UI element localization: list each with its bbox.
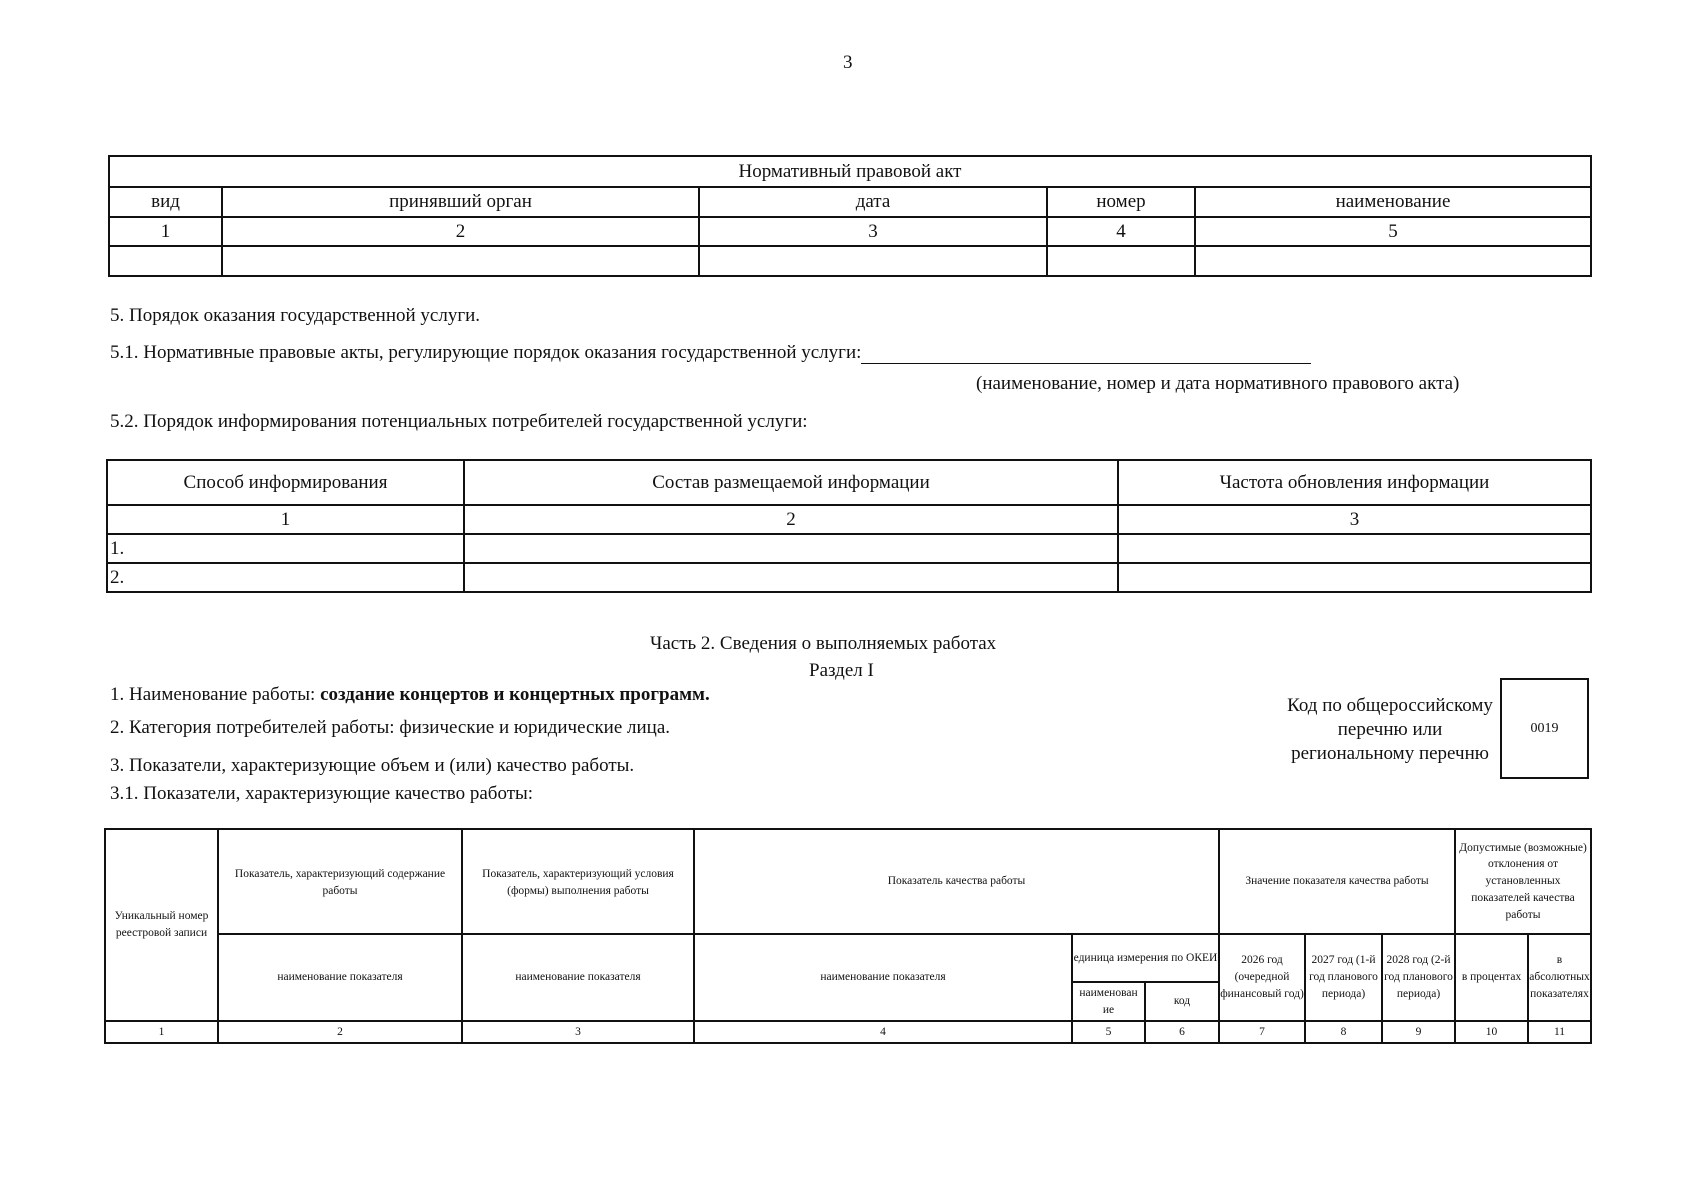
row-label: 1.	[107, 534, 464, 563]
col-num: 10	[1455, 1021, 1528, 1043]
col-num: 6	[1145, 1021, 1219, 1043]
work-name: создание концертов и концертных программ.	[320, 684, 710, 705]
deviation-absolute: в абсолютных показателях	[1528, 934, 1591, 1021]
col-num: 1	[109, 217, 222, 246]
col-num: 7	[1219, 1021, 1305, 1043]
col-conditions-indicator: Показатель, характеризующий условия (формы) выполнения работы	[462, 829, 694, 934]
indicator-name: наименование показателя	[218, 934, 462, 1021]
col-num: 1	[105, 1021, 218, 1043]
part2-item1	[110, 684, 710, 706]
empty-cell	[222, 246, 699, 276]
empty-cell	[1047, 246, 1195, 276]
section5-1-line	[110, 342, 1311, 364]
fill-line	[861, 345, 1311, 364]
header-number: номер	[1047, 187, 1195, 217]
indicator-name: наименование показателя	[694, 934, 1072, 1021]
information-table	[106, 459, 1592, 593]
col-num: 3	[699, 217, 1047, 246]
code-value: 0019	[1530, 720, 1559, 736]
col-num: 3	[1118, 505, 1591, 534]
section5-2-line: 5.2. Порядок информирования потенциальных потребителей государственной услуги:	[110, 411, 808, 432]
section5-1-text: 5.1. Нормативные правовые акты, регулирующие порядок оказания государственной услуги:	[110, 342, 862, 363]
year-2026: 2026 год (очередной финансовый год)	[1219, 934, 1305, 1021]
part2-section: Раздел I	[809, 660, 874, 681]
code-label-line: Код по общероссийскому	[1287, 695, 1493, 716]
code-label-line: перечню или	[1337, 719, 1443, 740]
empty-cell	[464, 534, 1118, 563]
section5-1-caption: (наименование, номер и дата нормативного правового акта)	[976, 373, 1460, 394]
deviation-percent: в процентах	[1455, 934, 1528, 1021]
unit-name: наименован ие	[1072, 982, 1145, 1021]
col-num: 2	[218, 1021, 462, 1043]
col-num: 3	[462, 1021, 694, 1043]
part2-item2: 2. Категория потребителей работы: физические и юридические лица.	[110, 717, 671, 738]
col-num: 9	[1382, 1021, 1455, 1043]
indicator-name: наименование показателя	[462, 934, 694, 1021]
header-method: Способ информирования	[107, 460, 464, 505]
empty-cell	[1195, 246, 1591, 276]
col-quality-indicator: Показатель качества работы	[694, 829, 1219, 934]
empty-cell	[109, 246, 222, 276]
header-vid: вид	[109, 187, 222, 217]
col-registry-number: Уникальный номер реестровой записи	[105, 829, 218, 1021]
col-num: 2	[222, 217, 699, 246]
code-label	[1282, 694, 1498, 766]
col-quality-value: Значение показателя качества работы	[1219, 829, 1455, 934]
legal-table-title: Нормативный правовой акт	[109, 156, 1591, 187]
col-num: 5	[1195, 217, 1591, 246]
part2-title: Часть 2. Сведения о выполняемых работах	[650, 633, 997, 654]
part2-item3-1: 3.1. Показатели, характеризующие качество работы:	[110, 783, 534, 804]
header-frequency: Частота обновления информации	[1118, 460, 1591, 505]
unit-okei: единица измерения по ОКЕИ	[1072, 934, 1219, 982]
header-name: наименование	[1195, 187, 1591, 217]
empty-cell	[699, 246, 1047, 276]
col-num: 5	[1072, 1021, 1145, 1043]
unit-code: код	[1145, 982, 1219, 1021]
col-num: 8	[1305, 1021, 1382, 1043]
year-2028: 2028 год (2-й год планового периода)	[1382, 934, 1455, 1021]
empty-cell	[464, 563, 1118, 592]
item1-prefix: 1. Наименование работы:	[110, 684, 321, 705]
legal-act-table	[108, 155, 1592, 277]
code-box	[1500, 678, 1589, 779]
code-label-line: региональному перечню	[1291, 743, 1489, 764]
row-label: 2.	[107, 563, 464, 592]
col-num: 11	[1528, 1021, 1591, 1043]
quality-indicators-table	[104, 828, 1592, 1044]
part2-item3: 3. Показатели, характеризующие объем и (или) качество работы.	[110, 755, 635, 776]
header-content: Состав размещаемой информации	[464, 460, 1118, 505]
col-num: 1	[107, 505, 464, 534]
empty-cell	[1118, 534, 1591, 563]
section5-heading: 5. Порядок оказания государственной услуги.	[110, 305, 481, 326]
col-deviations: Допустимые (возможные) отклонения от установленных показателей качества работы	[1455, 829, 1591, 934]
header-date: дата	[699, 187, 1047, 217]
col-content-indicator: Показатель, характеризующий содержание работы	[218, 829, 462, 934]
header-organ: принявший орган	[222, 187, 699, 217]
year-2027: 2027 год (1-й год планового периода)	[1305, 934, 1382, 1021]
col-num: 4	[694, 1021, 1072, 1043]
col-num: 2	[464, 505, 1118, 534]
page-number: 3	[843, 52, 853, 73]
empty-cell	[1118, 563, 1591, 592]
col-num: 4	[1047, 217, 1195, 246]
